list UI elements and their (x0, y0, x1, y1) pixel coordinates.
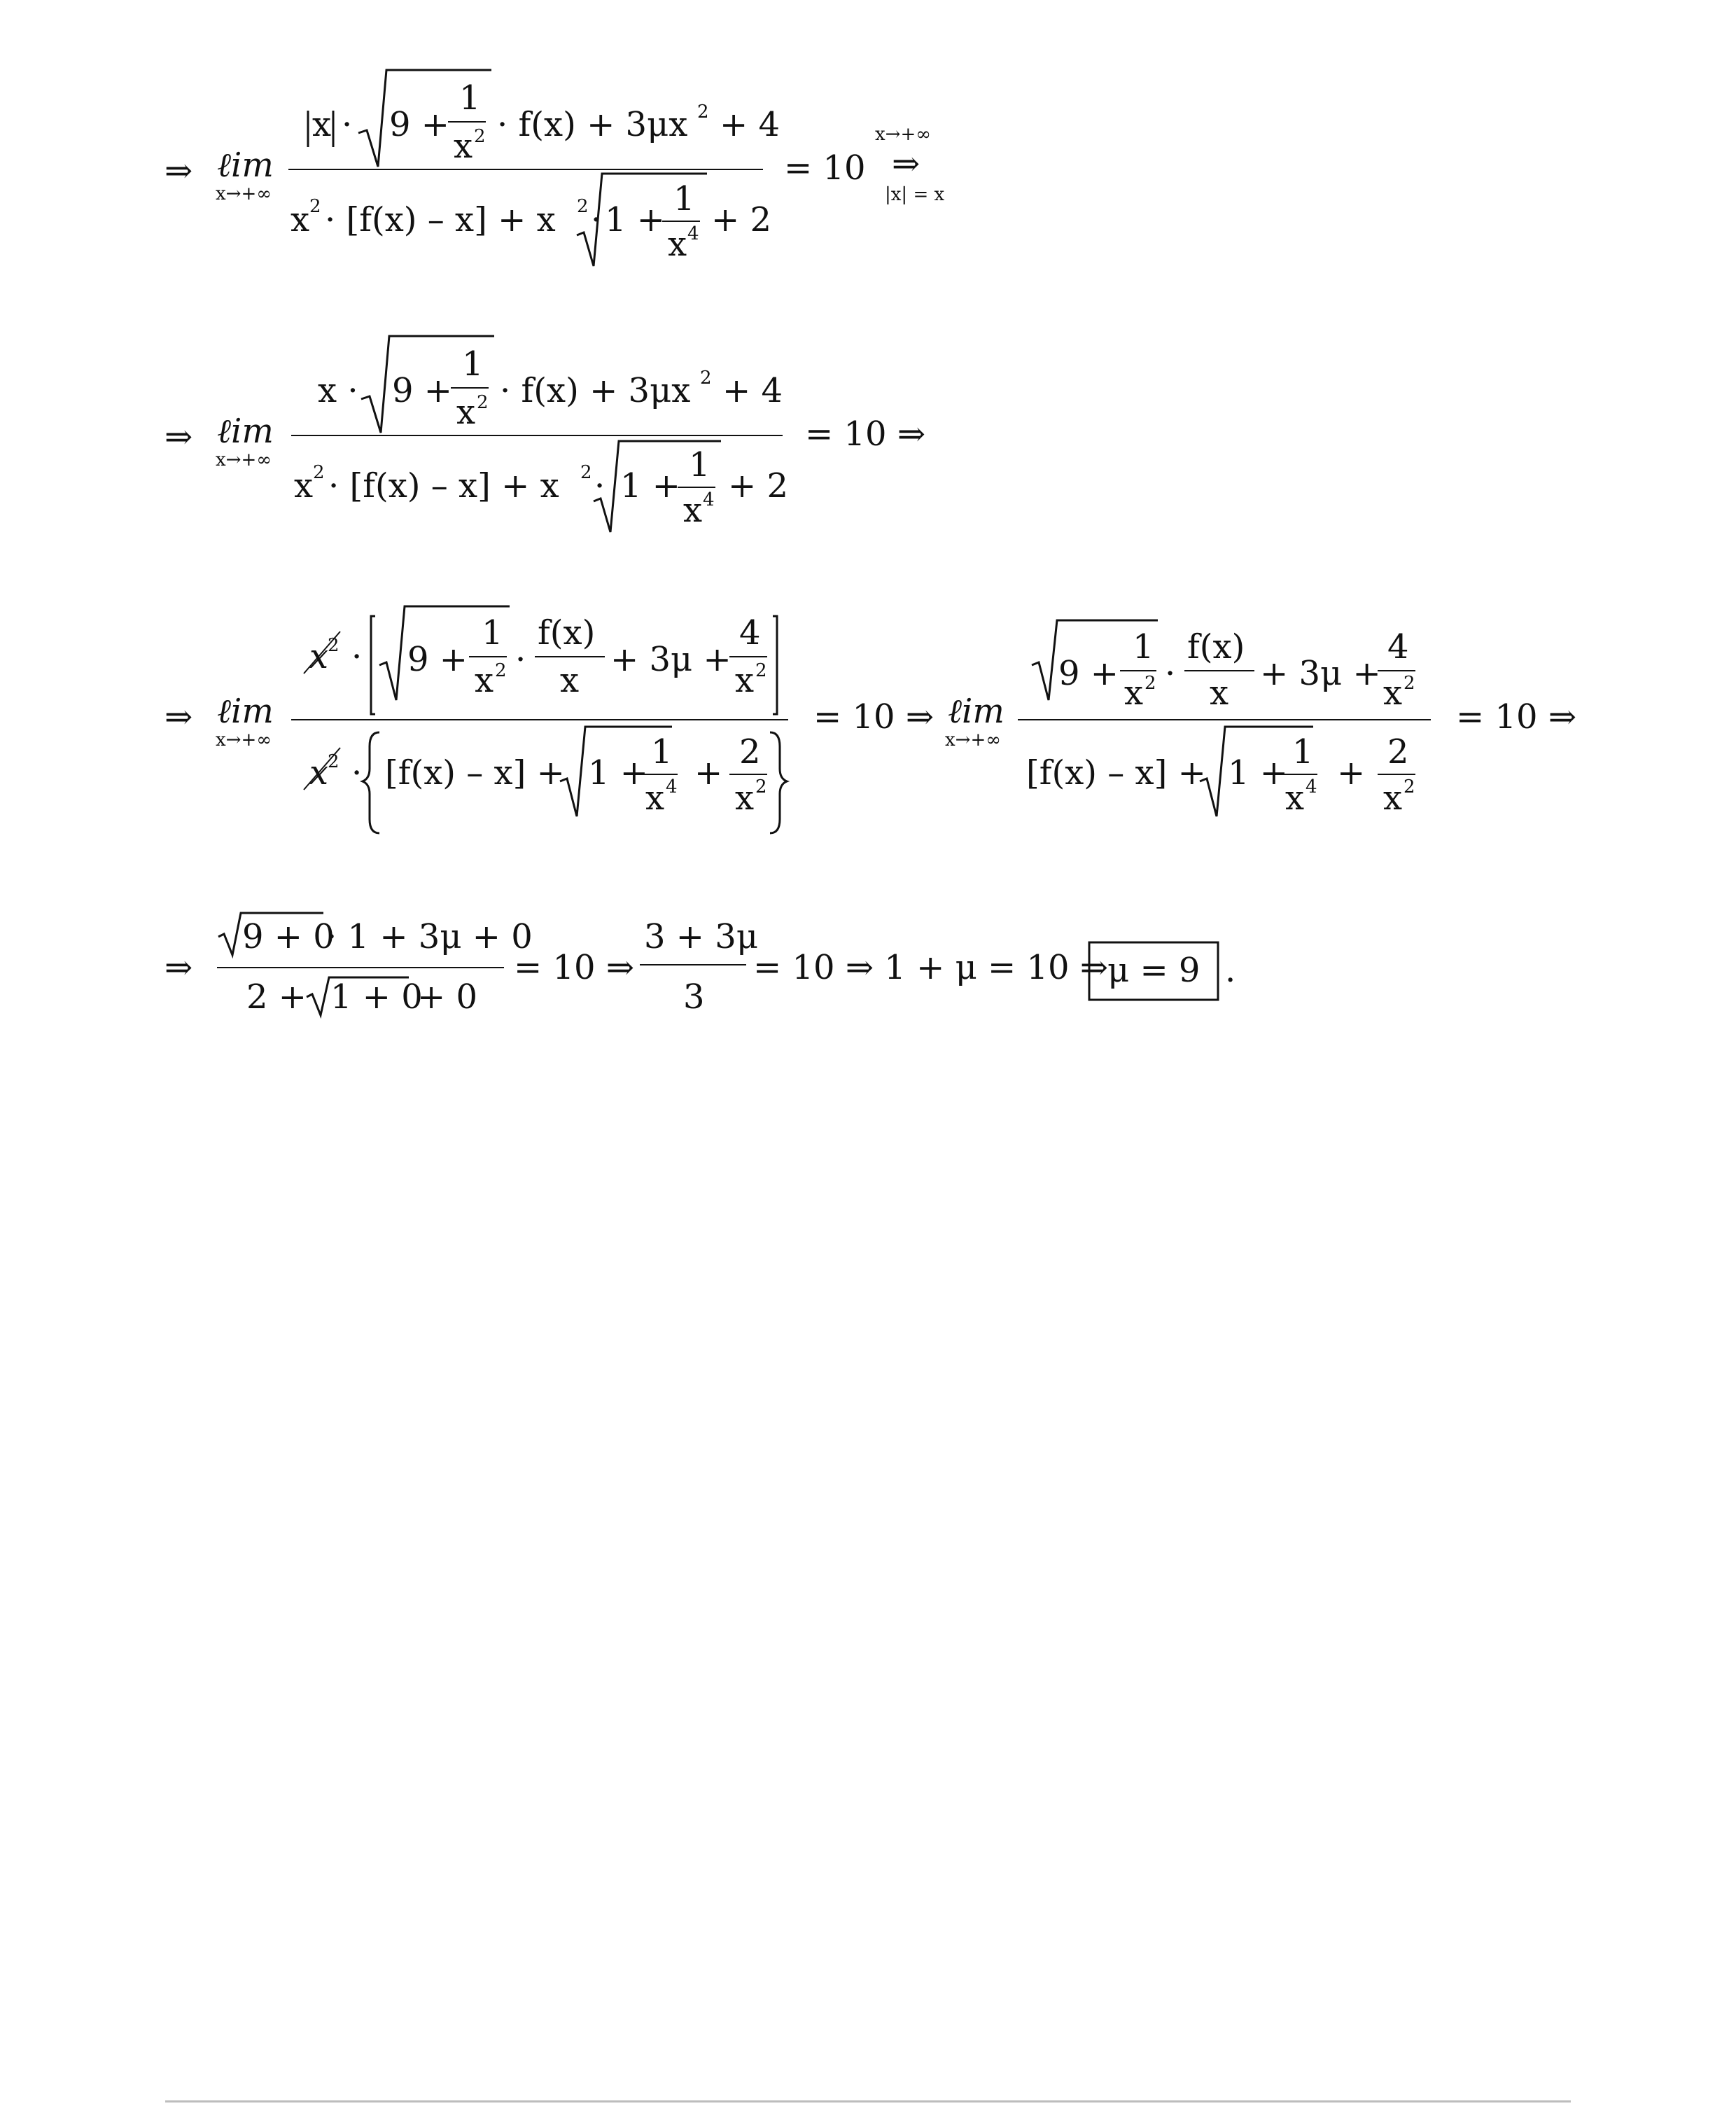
frac-denominator: 3 (683, 977, 705, 1017)
frac-denominator: x (1210, 674, 1229, 713)
equation-step-1 (154, 63, 994, 280)
frac-numerator: 1 (1292, 732, 1314, 772)
limit-subscript: x→+∞ (216, 730, 272, 751)
exponent: 4 (1306, 776, 1317, 797)
frac-denominator: x (645, 779, 665, 818)
exponent: 4 (687, 223, 699, 244)
equals-ten-implies: = 10 ⇒ (1456, 697, 1577, 737)
frac-numerator: 1 (651, 732, 673, 772)
limit-operator: ℓim (217, 412, 274, 451)
implies-symbol: ⇒ (164, 417, 193, 456)
numerator-tail: · f(x) + 3μx (500, 371, 691, 410)
plus-sign: + (1337, 753, 1366, 793)
radicand-one: 1 + (588, 753, 649, 793)
limit-subscript: x→+∞ (945, 730, 1001, 751)
exponent: 2 (700, 368, 712, 389)
solution-chain: = 10 ⇒ 1 + μ = 10 ⇒ (753, 948, 1109, 987)
denominator-x: x (290, 200, 310, 239)
frac-numerator: f(x) (538, 613, 596, 653)
frac-denominator: x (1383, 779, 1403, 818)
numerator-tail: · 1 + 3μ + 0 (326, 917, 533, 956)
denominator-x: x (294, 466, 314, 505)
frac-numerator: 1 (689, 445, 710, 484)
dot-operator: · (351, 637, 363, 676)
exponent: 2 (755, 776, 767, 797)
condition-top: x→+∞ (875, 124, 931, 145)
exponent: 4 (666, 776, 678, 797)
radicand-one: 1 + (620, 466, 681, 505)
exponent: 2 (1404, 776, 1415, 797)
frac-numerator: 3 + 3μ (644, 917, 759, 956)
exponent: 2 (328, 635, 340, 656)
brace-left (363, 732, 379, 833)
dot-operator: · (591, 200, 602, 239)
radicand-nine: 9 + (389, 105, 450, 144)
frac-denominator: x (456, 393, 476, 432)
dot-operator: · (515, 640, 526, 679)
numerator-end: + 4 (720, 105, 780, 144)
numerator-radicand: 9 + 0 (242, 917, 335, 956)
implies-symbol: ⇒ (164, 697, 193, 737)
radicand-nine: 9 + (407, 640, 468, 679)
limit-operator: ℓim (217, 692, 274, 731)
denominator-radicand: 1 + 0 (330, 977, 423, 1017)
exponent: 2 (1404, 673, 1415, 694)
exponent: 2 (495, 660, 507, 681)
exponent: 4 (703, 489, 715, 510)
exponent: 2 (580, 462, 592, 483)
limit-operator: ℓim (948, 692, 1004, 731)
numerator-middle: + 3μ + (610, 640, 732, 679)
boxed-answer: μ = 9 (1107, 951, 1200, 990)
cancelled-x: x (309, 753, 329, 793)
footer-divider (165, 2100, 1571, 2102)
plus-sign: + (694, 753, 723, 793)
frac-numerator: 4 (1387, 627, 1409, 667)
cancelled-x: x (309, 637, 329, 676)
equals-ten: = 10 (784, 148, 866, 188)
numerator-end: + 4 (722, 371, 783, 410)
exponent: 2 (313, 462, 325, 483)
frac-denominator: x (683, 491, 703, 530)
exponent: 2 (474, 126, 486, 147)
condition-arrow: ⇒ (892, 144, 920, 183)
limit-subscript: x→+∞ (216, 183, 272, 204)
exponent: 2 (309, 196, 321, 217)
limit-operator: ℓim (217, 146, 274, 185)
equals-ten-implies: = 10 ⇒ (805, 414, 926, 454)
equation-step-4 (154, 903, 1274, 1043)
radicand-one: 1 + (1228, 753, 1289, 793)
equals-ten-implies: = 10 ⇒ (514, 948, 635, 987)
frac-numerator: 1 (462, 344, 484, 384)
frac-denominator: x (1285, 779, 1305, 818)
final-period: . (1225, 951, 1236, 990)
frac-numerator: 4 (739, 613, 761, 653)
frac-numerator: 2 (1387, 732, 1409, 772)
denominator-head: 2 + (246, 977, 307, 1017)
frac-denominator: x (735, 779, 755, 818)
exponent: 2 (1144, 673, 1156, 694)
numerator-x: x · (318, 371, 358, 410)
frac-denominator: x (1124, 674, 1144, 713)
dot-operator: · (594, 466, 606, 505)
radicand-nine: 9 + (1058, 654, 1119, 693)
exponent: 2 (477, 392, 489, 413)
exponent: 2 (577, 196, 589, 217)
denominator-bracket: [f(x) – x] + (1026, 753, 1206, 793)
radicand-one: 1 + (605, 200, 666, 239)
condition-bottom: |x| = x (885, 184, 945, 205)
frac-denominator: x (454, 127, 473, 166)
abs-x: x (312, 105, 332, 144)
denominator-tail: + 2 (728, 466, 789, 505)
equation-step-2 (154, 329, 994, 546)
denominator-bracket: [f(x) – x] + (385, 753, 565, 793)
equation-step-3 (154, 595, 1596, 847)
numerator-tail: · f(x) + 3μx (497, 105, 688, 144)
dot-operator: · (351, 753, 363, 793)
dot-operator: · (342, 105, 353, 144)
frac-numerator: 1 (482, 613, 503, 653)
dot-operator: · (1165, 654, 1176, 693)
frac-numerator: 2 (739, 732, 761, 772)
frac-denominator: x (735, 661, 755, 700)
denominator-bracket: · [f(x) – x] + x (325, 200, 556, 239)
implies-symbol: ⇒ (164, 948, 193, 987)
brace-right (770, 732, 787, 833)
implies-symbol: ⇒ (164, 151, 193, 190)
exponent: 2 (697, 102, 709, 123)
frac-denominator: x (560, 661, 580, 700)
exponent: 2 (755, 660, 767, 681)
frac-numerator: 1 (673, 179, 695, 218)
denominator-tail: + 0 (417, 977, 478, 1017)
denominator-tail: + 2 (711, 200, 772, 239)
frac-denominator: x (1383, 674, 1403, 713)
frac-denominator: x (668, 225, 687, 264)
numerator-middle: + 3μ + (1260, 654, 1381, 693)
frac-numerator: 1 (459, 78, 481, 118)
exponent: 2 (328, 751, 340, 772)
bracket-left (371, 616, 375, 714)
frac-numerator: f(x) (1187, 627, 1245, 667)
equals-ten-implies: = 10 ⇒ (813, 697, 934, 737)
radicand-nine: 9 + (392, 371, 453, 410)
limit-subscript: x→+∞ (216, 449, 272, 470)
frac-denominator: x (475, 661, 494, 700)
frac-numerator: 1 (1133, 627, 1154, 667)
denominator-bracket: · [f(x) – x] + x (328, 466, 559, 505)
bracket-right (773, 616, 777, 714)
